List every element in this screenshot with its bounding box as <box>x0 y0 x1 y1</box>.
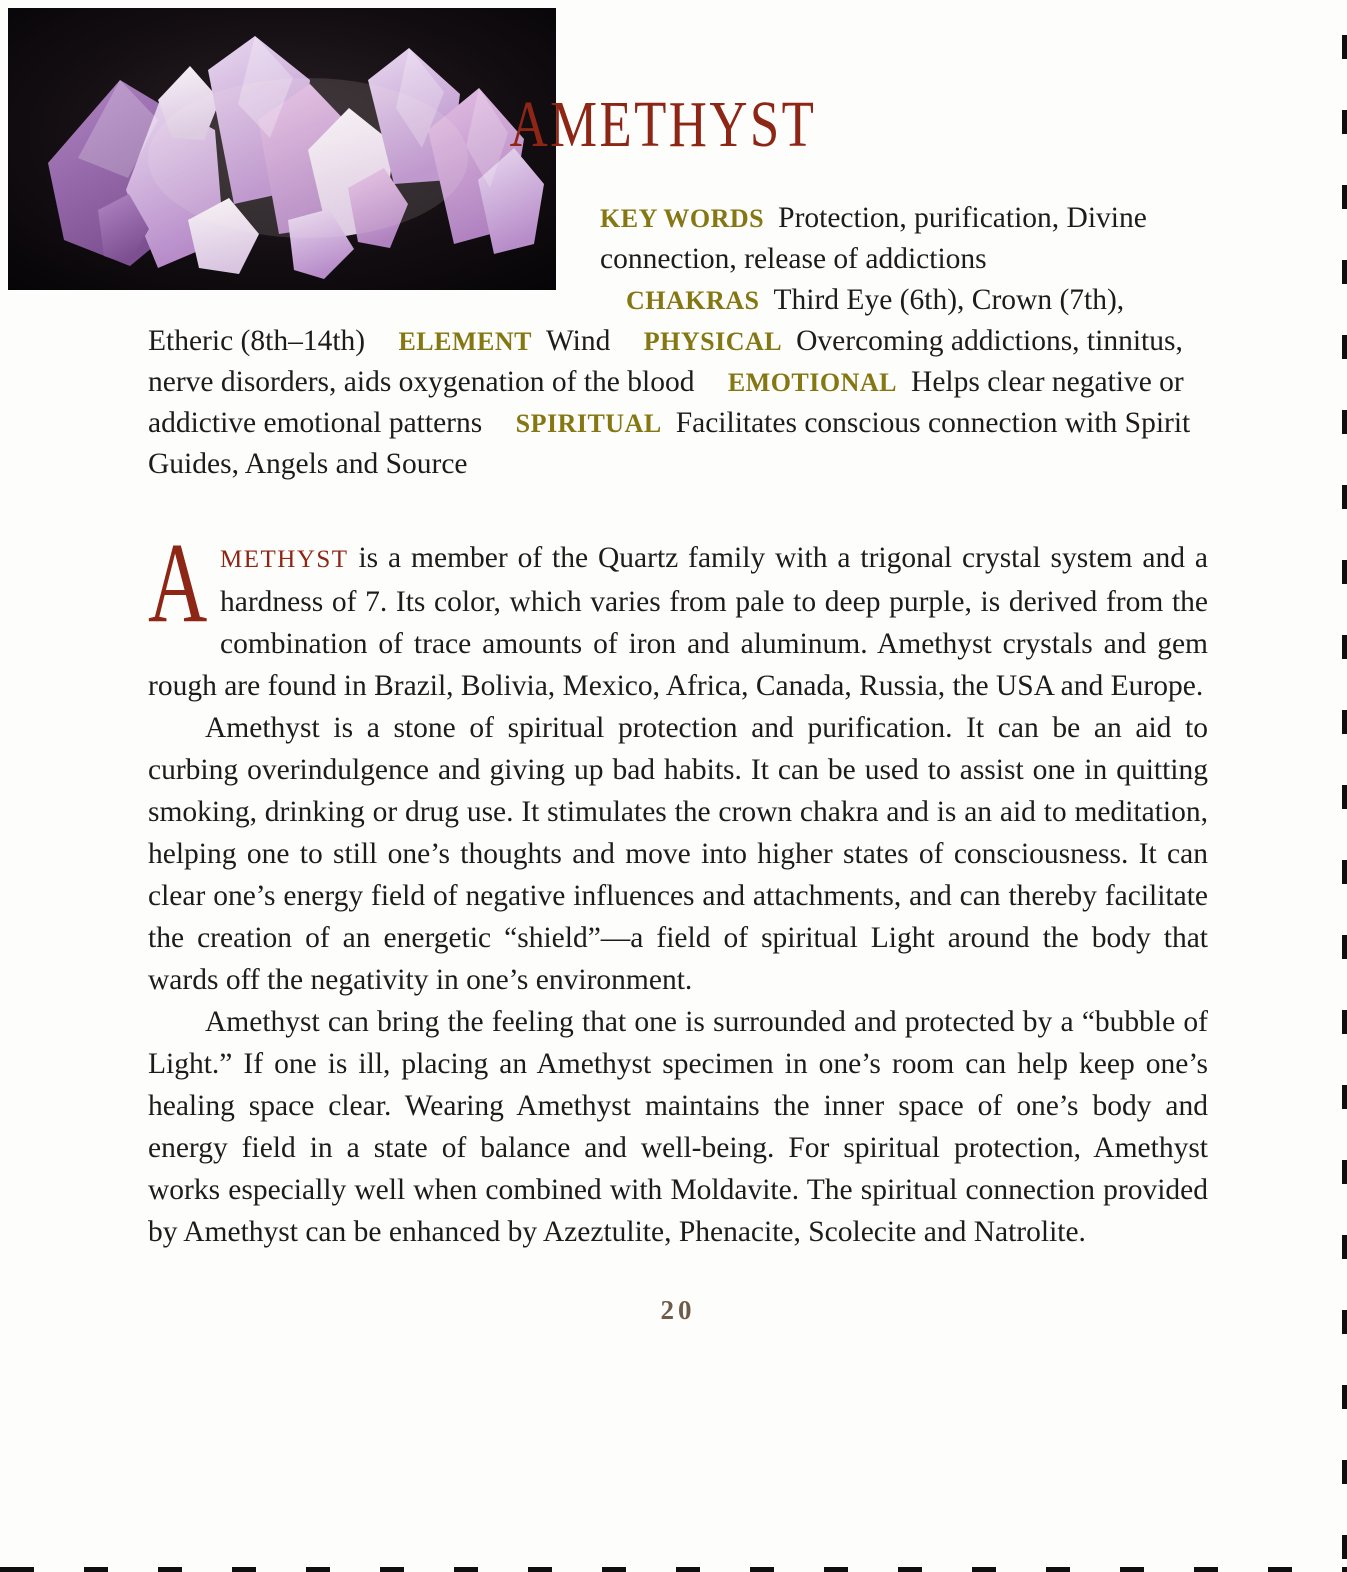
paragraph-1-text: is a member of the Quartz family with a trigonal crystal system and a hardness of 7. Its color, which varies from pale to deep purple, is derived from the combination of trace amounts of iron and aluminum. Amethyst crystals and gem rough are found in Brazil, Bolivia, Mexico, Africa, Canada, Russia, the USA and Europe. <box>148 542 1208 702</box>
paragraph-1 <box>148 519 1208 707</box>
property-label: CHAKRAS <box>626 286 760 315</box>
page-number: 20 <box>660 1295 696 1325</box>
lead-smallcaps: METHYST <box>220 546 349 573</box>
property-value: Wind <box>546 325 611 357</box>
body-text <box>148 519 1208 1253</box>
property-value: Facilitates conscious connection with Spirit Guides, Angels and Source <box>148 407 1191 480</box>
page-title: AMETHYST <box>509 88 817 161</box>
property-value: Third Eye (6th), Crown (7th), Etheric (8th–14th) <box>148 284 1125 357</box>
property-label: ELEMENT <box>398 327 532 356</box>
page-edge-marks-bottom <box>0 1567 1347 1572</box>
property-value: Protection, purification, Divine connection, release of addictions <box>600 202 1147 275</box>
property-value: Helps clear negative or addictive emotional patterns <box>148 366 1184 439</box>
drop-cap: A <box>148 519 208 646</box>
property-value: Overcoming addictions, tinnitus, nerve disorders, aids oxygenation of the blood <box>148 325 1183 398</box>
paragraph-2: Amethyst is a stone of spiritual protection and purification. It can be an aid to curbing overindulgence and giving up bad habits. It can be used to assist one in quitting smoking, drinking or drug use. It stimulates the crown chakra and is an aid to meditation, helping one to still one’s thoughts and move into higher states of consciousness. It can clear one’s energy field of negative influences and attachments, and can thereby facilitate the creation of an energetic “shield”—a field of spiritual Light around the body that wards off the negativity in one’s environment. <box>148 712 1208 996</box>
property-label: EMOTIONAL <box>727 368 898 397</box>
property-label: SPIRITUAL <box>515 409 662 438</box>
property-label: KEY WORDS <box>600 204 765 233</box>
page-edge-marks-right <box>1342 0 1347 1572</box>
paragraph-3: Amethyst can bring the feeling that one is surrounded and protected by a “bubble of Light.” If one is ill, placing an Amethyst specimen in one’s room can help keep one’s healing space clear. Wearing Amethyst maintains the inner space of one’s body and energy field in a state of balance and well-being. For spiritual protection, Amethyst works especially well when combined with Moldavite. The spiritual connection provided by Amethyst can be enhanced by Azeztulite, Phenacite, Scolecite and Natrolite. <box>148 1006 1208 1248</box>
property-label: PHYSICAL <box>643 327 783 356</box>
